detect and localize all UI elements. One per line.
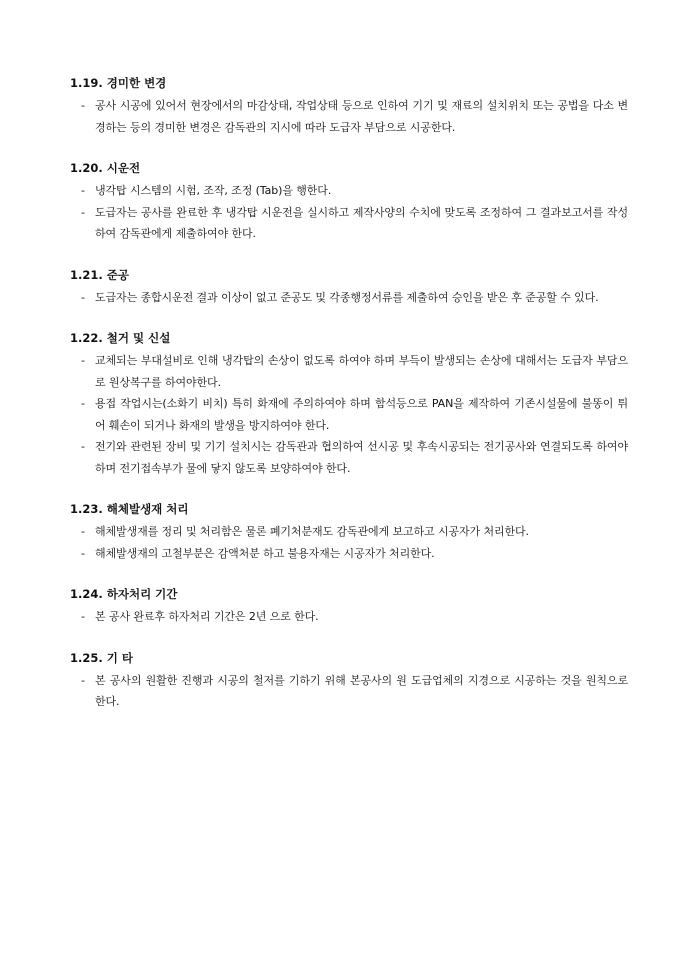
section-1-22	[70, 330, 628, 479]
section-1-19	[70, 75, 628, 138]
list-item	[70, 202, 628, 245]
dash-bullet: -	[81, 610, 85, 623]
dash-bullet: -	[81, 99, 85, 112]
section-heading: 1.24. 하자처리 기간	[70, 587, 178, 601]
item-text: 도급자는 공사를 완료한 후 냉각탑 시운전을 실시하고 제작사양의 수치에 맞도록 조정하여 그 결과보고서를 작성하여 감독관에게 제출하여야 한다.	[95, 205, 628, 240]
section-heading: 1.21. 준공	[70, 267, 129, 282]
item-text: 본 공사의 원활한 진행과 시공의 철저를 기하기 위해 본공사의 원 도급업체의 지경으로 시공하는 것을 원칙으로 한다.	[95, 673, 628, 708]
section-1-25	[70, 650, 628, 713]
section-heading: 1.23. 해체발생재 처리	[70, 502, 189, 516]
dash-bullet: -	[81, 546, 85, 560]
dash-bullet: -	[81, 397, 85, 410]
section-1-21	[70, 267, 628, 309]
list-item	[70, 180, 628, 202]
section-heading: 1.25. 기 타	[70, 650, 133, 665]
item-text: 용접 작업시는(소화기 비치) 특히 화재에 주의하여야 하며 함석등으로 PAN을 제작하여 기존시설물에 불똥이 튀어 훼손이 되거나 화재의 발생을 방지하여야 한다.	[95, 397, 628, 432]
dash-bullet: -	[81, 440, 85, 453]
list-item	[70, 543, 628, 565]
item-text: 공사 시공에 있어서 현장에서의 마감상태, 작업상태 등으로 인하여 기기 및 재료의 설치위치 또는 공법을 다소 변경하는 등의 경미한 변경은 감독관의 지시에 따라 도급자 부담으로 시공한다.	[95, 99, 628, 134]
dash-bullet: -	[81, 205, 85, 219]
item-text: 도급자는 종합시운전 결과 이상이 없고 준공도 및 각종행정서류를 제출하여 승인을 받은 후 준공할 수 있다.	[95, 290, 599, 304]
section-1-23	[70, 501, 628, 564]
list-item	[70, 670, 628, 713]
section-1-20	[70, 160, 628, 245]
item-text: 교체되는 부대설비로 인해 냉각탑의 손상이 없도록 하여야 하며 부득이 발생되는 손상에 대해서는 도급자 부담으로 원상복구를 하여야한다.	[95, 354, 628, 389]
item-text: 전기와 관련된 장비 및 기기 설치시는 감독관과 협의하여 선시공 및 후속시공되는 전기공사와 연결되도록 하여야 하며 전기접속부가 물에 닿지 않도록 보양하여야 한다.	[95, 440, 628, 475]
list-item	[70, 436, 628, 479]
list-item	[70, 287, 628, 309]
dash-bullet: -	[81, 673, 85, 687]
dash-bullet: -	[81, 354, 85, 367]
dash-bullet: -	[81, 525, 85, 538]
list-item	[70, 350, 628, 393]
list-item	[70, 606, 628, 628]
section-1-24	[70, 586, 628, 628]
dash-bullet: -	[81, 290, 85, 304]
list-item	[70, 95, 628, 138]
item-text: 냉각탑 시스템의 시험, 조작, 조정 (Tab)을 행한다.	[95, 184, 332, 197]
item-text: 해체발생재의 고철부분은 감액처분 하고 불용자재는 시공자가 처리한다.	[95, 546, 435, 560]
item-text: 해체발생재를 정리 및 처리함은 물론 폐기처분재도 감독관에게 보고하고 시공자가 처리한다.	[95, 525, 529, 538]
section-heading: 1.22. 철거 및 신설	[70, 331, 171, 345]
section-heading: 1.19. 경미한 변경	[70, 76, 167, 90]
item-text: 본 공사 완료후 하자처리 기간은 2년 으로 한다.	[95, 610, 319, 623]
section-heading: 1.20. 시운전	[70, 161, 141, 175]
list-item	[70, 393, 628, 436]
dash-bullet: -	[81, 184, 85, 197]
list-item	[70, 521, 628, 543]
